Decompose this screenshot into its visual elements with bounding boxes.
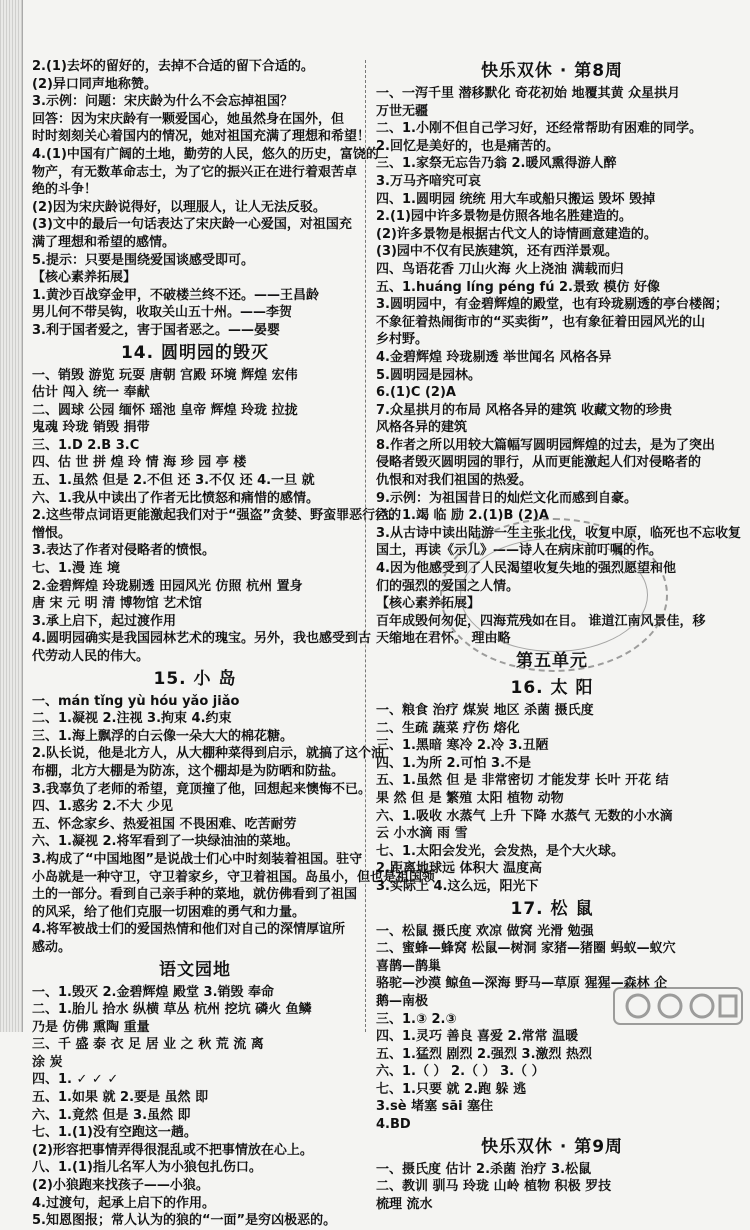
answer-line: 三、1.家祭无忘告乃翁 2.暖风熏得游人醉 — [376, 156, 617, 172]
answer-line: 唐 宋 元 明 清 博物馆 艺术馆 — [32, 596, 203, 612]
answer-line: 土的一部分。看到自己亲手种的菜地，就仿佛看到了祖国 — [32, 887, 358, 903]
answer-line: 5.知恩图报；常人认为的狼的“一面”是穷凶极恶的。 — [32, 1213, 337, 1229]
answer-line: 们的强烈的爱国之人情。 — [376, 578, 520, 594]
answer-line: 物产，有无数革命志士，为了它的振兴正在进行着艰苦卓 — [32, 164, 358, 180]
answer-line: 2.金碧辉煌 玲珑剔透 田园风光 仿照 杭州 置身 — [32, 578, 303, 594]
answer-line: 四、1.圆明园 统统 用大车或船只搬运 毁坏 毁掉 — [376, 191, 656, 207]
answer-line: 六、1.（ ） 2.（ ） 3.（ ） — [376, 1064, 545, 1080]
answer-line: 4.金碧辉煌 玲珑剔透 举世闻名 风格各异 — [376, 349, 612, 365]
section-tag: 【核心素养拓展】 — [376, 596, 481, 612]
answer-line: 代劳动人民的伟大。 — [32, 649, 150, 664]
section-heading: 17. 松 鼠 — [510, 898, 594, 919]
answer-line: 三、1.黑暗 寒冷 2.冷 3.丑陋 — [376, 738, 549, 754]
section-heading: 快乐双休 · 第8周 — [480, 61, 624, 81]
answer-line: 三、1.③ 2.③ — [376, 1011, 457, 1027]
answer-line: 不象征着热闹街市的“买卖街”，也有象征着田园风光的山 — [376, 314, 706, 330]
section-heading: 第五单元 — [516, 651, 588, 671]
answer-line: 六、1.凝视 2.将军看到了一块绿油油的菜地。 — [32, 834, 299, 850]
answer-line: 3.利于国者爱之，害于国者恶之。——晏婴 — [32, 322, 280, 338]
answer-line: 一、1.毁灭 2.金碧辉煌 殿堂 3.销毁 奉命 — [32, 984, 275, 1000]
answer-line: 4.过渡句，起承上启下的作用。 — [32, 1195, 215, 1211]
answer-line: 骆驼—沙漠 鲸鱼—深海 野马—草原 猩猩—森林 企 — [376, 976, 668, 992]
answer-line: 三、1.海上飘浮的白云像一朵大大的棉花糖。 — [32, 728, 293, 744]
answer-line: 五、1.虽然 但是 2.不但 还 3.不仅 还 4.一旦 就 — [32, 473, 315, 489]
answer-line: 喜鹊—鹊巢 — [376, 958, 442, 974]
answer-line: 2.回忆是美好的，也是痛苦的。 — [376, 138, 559, 154]
answer-line: 鹅—南极 — [376, 993, 429, 1009]
answer-line: 五、1.虽然 但 是 非常密切 才能发芽 长叶 开花 结 — [376, 773, 669, 789]
answer-line: 一、销毁 游览 玩耍 唐朝 宫殿 环境 辉煌 宏伟 — [32, 367, 298, 383]
answer-line: 6.(1)C (2)A — [376, 385, 456, 401]
answer-line: 5.圆明园是园林。 — [376, 367, 481, 383]
answer-line: 3.构成了“中国地图”是说战士们心中时刻装着祖国。驻守 — [32, 851, 363, 867]
answer-line: 3.表达了作者对侵略者的愤恨。 — [32, 543, 215, 559]
answer-line: 9.示例：为祖国昔日的灿烂文化而感到自豪。 — [376, 490, 637, 506]
answer-line: (2)许多景物是根据古代文人的诗情画意建造的。 — [376, 226, 657, 242]
answer-line: 六、1.吸收 水蒸气 上升 下降 水蒸气 无数的小水滴 — [376, 808, 673, 824]
section-heading: 语文园地 — [159, 959, 231, 980]
answer-line: (2)因为宋庆龄说得好，以理服人，让人无法反驳。 — [32, 199, 326, 215]
answer-line: 一、粮食 治疗 煤炭 地区 杀菌 摄氏度 — [376, 703, 594, 718]
answer-line: 4.因为他感受到了人民渴望收复失地的强烈愿望和他 — [376, 561, 676, 577]
answer-line: 的风采，给了他们克服一切困难的勇气和力量。 — [32, 904, 306, 920]
answer-line: 五、1.如果 就 2.要是 虽然 即 — [32, 1090, 209, 1106]
answer-line: 3.万马齐喑究可哀 — [376, 173, 481, 189]
answer-line: 2.(1)去坏的留好的，去掉不合适的留下合适的。 — [32, 59, 314, 74]
section-heading: 15. 小 岛 — [153, 668, 237, 689]
answer-line: 果 然 但 是 繁殖 太阳 植物 动物 — [376, 790, 564, 806]
answer-line: 时时刻刻关心着国内的情况，她对祖国充满了理想和希望！ — [32, 129, 371, 145]
answer-line: 四、估 世 拼 煌 玲 情 海 珍 园 亭 楼 — [32, 455, 247, 471]
answer-line: 3.实际上 4.这么远，阳光下 — [376, 878, 539, 894]
answer-line: 五、怀念家乡、热爱祖国 不畏困难、吃苦耐劳 — [32, 816, 297, 832]
right-column — [376, 58, 741, 1213]
section-heading: 14. 圆明园的毁灭 — [120, 342, 270, 363]
answer-line: 2.这些带点词语更能激起我们对于“强盗”贪婪、野蛮罪恶行径的 — [32, 508, 402, 524]
answer-line: 2.队长说，他是北方人，从大棚种菜得到启示，就搞了这个油 — [32, 746, 384, 762]
section-heading: 快乐双休 · 第9周 — [480, 1136, 624, 1157]
answer-line: 风格各异的建筑 — [376, 420, 468, 436]
answer-line: 鬼魂 玲珑 销毁 捐带 — [32, 420, 150, 436]
answer-line: 百年成毁何匆促，四海荒残如在目。 谁道江南风景佳，移 — [376, 613, 706, 629]
answer-line: 国土，再读《示儿》——诗人在病床前叮嘱的作。 — [376, 543, 663, 559]
answer-line: 七、1.(1)没有空跑这一趟。 — [32, 1125, 197, 1141]
answer-line: 万世无疆 — [376, 103, 429, 119]
answer-line: 4.圆明园确实是我国园林艺术的瑰宝。另外，我也感受到古 — [32, 631, 371, 647]
answer-line: 一、松鼠 摄氏度 欢凉 做窝 光滑 勉强 — [376, 923, 594, 939]
corner-logo-watermark — [612, 986, 744, 1026]
answer-line: 乃是 仿佛 熏陶 重量 — [32, 1019, 150, 1035]
answer-line: 憎恨。 — [32, 525, 72, 541]
answer-line: 八、1.(1)指儿名军人为小狼包扎伤口。 — [32, 1160, 262, 1176]
answer-line: 男儿何不带吴钩，收取关山五十州。——李贺 — [32, 305, 293, 321]
answer-line: 云 小水滴 雨 雪 — [376, 826, 468, 842]
answer-line: 七、1.太阳会发光，会发热，是个大火球。 — [376, 843, 624, 859]
answer-line: 四、1.为所 2.可怕 3.不是 — [376, 755, 532, 771]
answer-line: 七、1.只要 就 2.跑 躲 逃 — [376, 1081, 527, 1097]
answer-line: 7.众星拱月的布局 风格各异的建筑 收藏文物的珍贵 — [376, 402, 673, 418]
answer-line: 4.BD — [376, 1117, 411, 1133]
answer-line: 1.黄沙百战穿金甲，不破楼兰终不还。——王昌龄 — [32, 287, 319, 303]
answer-line: 2.距离地球远 体积大 温度高 — [376, 861, 543, 877]
answer-line: 8.作者之所以用较大篇幅写圆明园辉煌的过去，是为了突出 — [376, 437, 715, 453]
answer-line: 二、教训 驯马 玲珑 山岭 植物 积极 罗技 — [376, 1179, 612, 1195]
answer-line: 绝的斗争！ — [32, 182, 98, 198]
answer-line: 3.sè 堵塞 sāi 塞住 — [376, 1099, 494, 1115]
section-heading: 16. 太 阳 — [510, 678, 594, 698]
answer-line: 四、1.惑劣 2.不大 少见 — [32, 799, 174, 815]
answer-line: 涂 炭 — [32, 1054, 63, 1070]
answer-line: 梳理 流水 — [376, 1196, 433, 1212]
answer-line: (3)文中的最后一句话表达了宋庆龄一心爱国，对祖国充 — [32, 217, 352, 233]
answer-line: 二、1.胎儿 拾水 纵横 草丛 杭州 挖坑 磷火 鱼鳞 — [32, 1002, 312, 1018]
answer-line: 3.示例：问题：宋庆龄为什么不会忘掉祖国？ — [32, 94, 293, 110]
answer-line: 4.(1)中国有广阔的土地，勤劳的人民，悠久的历史，富饶的 — [32, 146, 379, 162]
answer-line: 二、生疏 蔬菜 疗伤 熔化 — [376, 720, 520, 736]
answer-line: 回答：因为宋庆龄有一颗爱国心，她虽然身在国外，但 — [32, 111, 345, 127]
answer-line: 六、1.竟然 但是 3.虽然 即 — [32, 1107, 191, 1123]
answer-line: 四、鸟语花香 刀山火海 火上浇油 满载而归 — [376, 261, 624, 277]
answer-line: 二、圆球 公园 缅怀 瑶池 皇帝 辉煌 玲珑 拉拢 — [32, 402, 298, 418]
answer-line: 七、1.漫 连 境 — [32, 561, 121, 577]
answer-line: 布棚，北方大棚是为防冻，这个棚却是为防晒和防盐。 — [32, 763, 345, 779]
section-tag: 【核心素养拓展】 — [32, 270, 137, 286]
answer-line: 一、一泻千里 潜移默化 奇花初始 地覆其黄 众星拱月 — [376, 86, 681, 101]
answer-line: 五、1.猛烈 剧烈 2.强烈 3.激烈 热烈 — [376, 1046, 593, 1062]
answer-line: 天缩地在君怀。 理由略 — [376, 631, 511, 647]
page-binding-edge — [0, 0, 23, 1032]
column-divider — [365, 60, 366, 1032]
answer-line: 估计 闯入 统一 奉献 — [32, 385, 150, 401]
answer-line: 5.提示：只要是围绕爱国谈感受即可。 — [32, 252, 254, 268]
answer-line: 三、千 盛 泰 衣 足 居 业 之 秋 荒 流 离 — [32, 1037, 264, 1053]
answer-line: 3.圆明园中，有金碧辉煌的殿堂，也有玲珑剔透的亭台楼阁； — [376, 297, 728, 313]
answer-line: 二、蜜蜂—蜂窝 松鼠—树洞 家猪—猪圈 蚂蚁—蚁穴 — [376, 941, 676, 957]
answer-line: 乡村野。 — [376, 332, 429, 348]
answer-line: 一、mán tǐng yù hóu yǎo jiǎo — [32, 693, 240, 709]
answer-line: 六、1.我从中读出了作者无比愤怒和痛惜的感情。 — [32, 490, 319, 506]
answer-line: 4.将军被战士们的爱国热情和他们对自己的深情厚谊所 — [32, 922, 345, 938]
answer-line: 3.我辜负了老师的希望，竟顶撞了他，回想起来懊悔不已。 — [32, 781, 371, 797]
answer-line: 仇恨和对我们祖国的热爱。 — [376, 473, 533, 489]
answer-line: 五、1.huáng líng péng fú 2.景致 模仿 好像 — [376, 279, 661, 295]
answer-line: (2)异口同声地称赞。 — [32, 76, 157, 92]
answer-line: (2)形容把事情弄得很混乱或不把事情放在心上。 — [32, 1142, 313, 1158]
answer-line: (2)小狼跑来找孩子——小狼。 — [32, 1178, 209, 1194]
answer-line: 四、1. ✓ ✓ ✓ — [32, 1072, 119, 1088]
answer-line: 一、摄氏度 估计 2.杀菌 治疗 3.松鼠 — [376, 1161, 592, 1177]
answer-line: 3.承上启下，起过渡作用 — [32, 613, 176, 629]
answer-line: 二、1.凝视 2.注视 3.拘束 4.约束 — [32, 711, 232, 727]
answer-line: 3.从古诗中读出陆游一生主张北伐，收复中原，临死也不忘收复 — [376, 525, 741, 541]
answer-line: 侵略者毁灭圆明园的罪行，从而更能激起人们对侵略者的 — [376, 455, 702, 471]
answer-line: 满了理想和希望的感情。 — [32, 234, 176, 250]
answer-line: 感动。 — [32, 939, 72, 955]
answer-line: 六、1.竭 临 励 2.(1)B (2)A — [376, 508, 549, 524]
answer-line: (3)园中不仅有民族建筑，还有西洋景观。 — [376, 244, 618, 260]
answer-line: 二、1.小刚不但自己学习好，还经常帮助有困难的同学。 — [376, 121, 702, 137]
answer-line: 四、1.灵巧 善良 喜爱 2.常常 温暖 — [376, 1029, 579, 1045]
answer-line: 三、1.D 2.B 3.C — [32, 437, 140, 453]
answer-line: 小岛就是一种守卫，守卫着家乡，守卫着祖国。岛虽小，但也是祖国领 — [32, 869, 436, 885]
answer-line: 2.(1)园中许多景物是仿照各地名胜建造的。 — [376, 209, 632, 225]
